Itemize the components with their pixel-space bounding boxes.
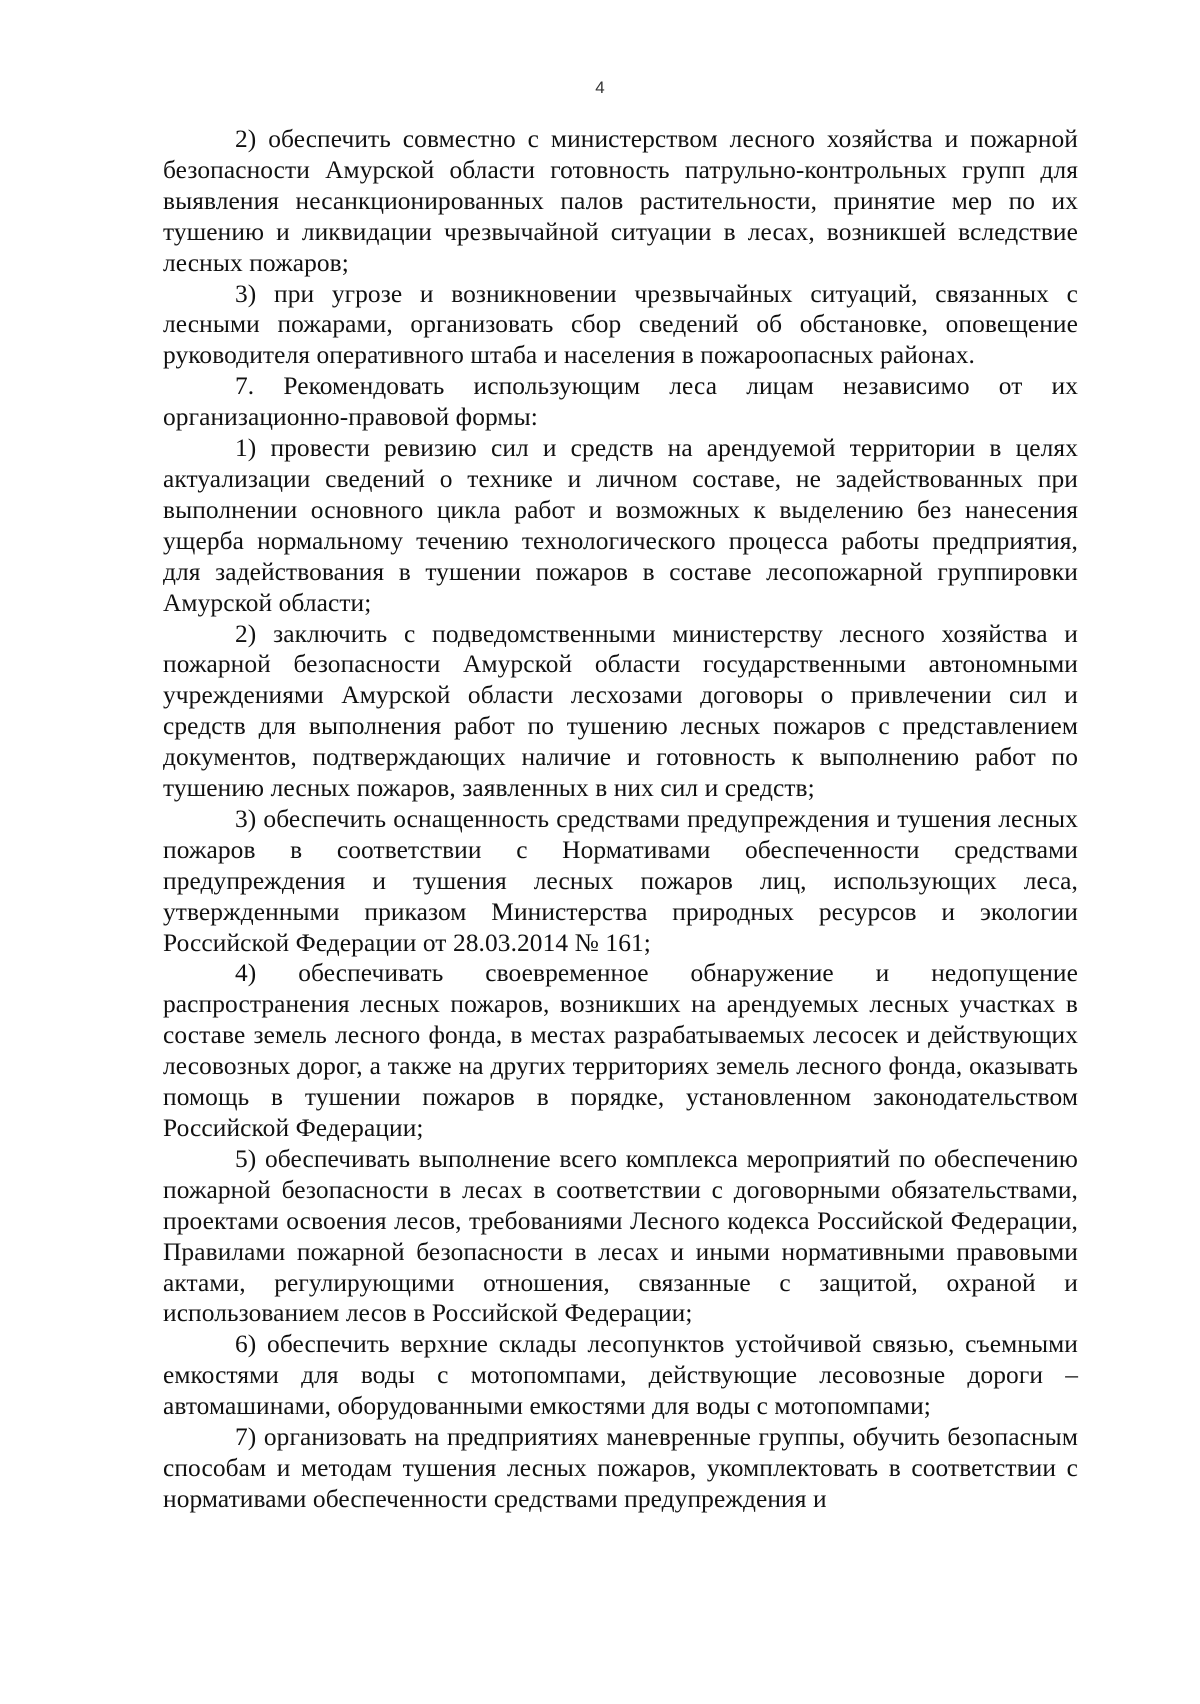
paragraph-7-recommendation: 7. Рекомендовать использующим леса лицам независимо от их организационно-правовой формы: xyxy=(163,372,1078,432)
paragraph-3-emergency-info: 3) при угрозе и возникновении чрезвычайных ситуаций, связанных с лесными пожарами, организовать сбор сведений об обстановке, оповещение руководителя оперативного штаба и населения в пожароопасных районах. xyxy=(163,279,1078,370)
document-body xyxy=(163,124,1078,1515)
paragraph-7-5-fire-safety: 5) обеспечивать выполнение всего комплекса мероприятий по обеспечению пожарной безопасности в лесах в соответствии с договорными обязательствами, проектами освоения лесов, требованиями Лесного кодекса Российской Федерации, Правилами пожарной безопасности в лесах и иными нормативными правовыми актами, регулирующими отношения, связанные с защитой, охраной и использованием лесов в Российской Федерации; xyxy=(163,1144,1078,1328)
paragraph-7-1-revision: 1) провести ревизию сил и средств на арендуемой территории в целях актуализации сведений о технике и личном составе, не задействованных при выполнении основного цикла работ и возможных к выделению без нанесения ущерба нормальному течению технологического процесса работы предприятия, для задействования в тушении пожаров в составе лесопожарной группировки Амурской области; xyxy=(163,434,1078,617)
paragraph-2-patrol-groups: 2) обеспечить совместно с министерством лесного хозяйства и пожарной безопасности Амурской области готовность патрульно-контрольных групп для выявления несанкционированных палов растительности, принятие мер по их тушению и ликвидации чрезвычайной ситуации в лесах, возникшей вследствие лесных пожаров; xyxy=(163,125,1078,277)
paragraph-7-4-detection: 4) обеспечивать своевременное обнаружение и недопущение распространения лесных пожаров, возникших на арендуемых лесных участках в составе земель лесного фонда, в местах разрабатываемых лесосек и действующих лесовозных дорог, а также на других территориях земель лесного фонда, оказывать помощь в тушении пожаров в порядке, установленном законодательством Российской Федерации; xyxy=(163,959,1078,1142)
paragraph-7-2-contracts: 2) заключить с подведомственными министерству лесного хозяйства и пожарной безопасности Амурской области государственными автономными учреждениями Амурской области лесхозами договоры о привлечении сил и средств для выполнения работ по тушению лесных пожаров с представлением документов, подтверждающих наличие и готовность к выполнению работ по тушению лесных пожаров, заявленных в них сил и средств; xyxy=(163,619,1078,803)
paragraph-7-3-equipment: 3) обеспечить оснащенность средствами предупреждения и тушения лесных пожаров в соответствии с Нормативами обеспеченности средствами предупреждения и тушения лесных пожаров лиц, использующих леса, утвержденными приказом Министерства природных ресурсов и экологии Российской Федерации от 28.03.2014 № 161; xyxy=(163,804,1078,957)
paragraph-7-7-maneuver-groups: 7) организовать на предприятиях маневренные группы, обучить безопасным способам и методам тушения лесных пожаров, укомплектовать в соответствии с нормативами обеспеченности средствами предупреждения и xyxy=(163,1423,1078,1513)
page-number: 4 xyxy=(595,78,605,97)
paragraph-7-6-warehouses: 6) обеспечить верхние склады лесопунктов устойчивой связью, съемными емкостями для воды с мотопомпами, действующие лесовозные дороги – автомашинами, оборудованными емкостями для воды с мотопомпами; xyxy=(163,1330,1078,1421)
